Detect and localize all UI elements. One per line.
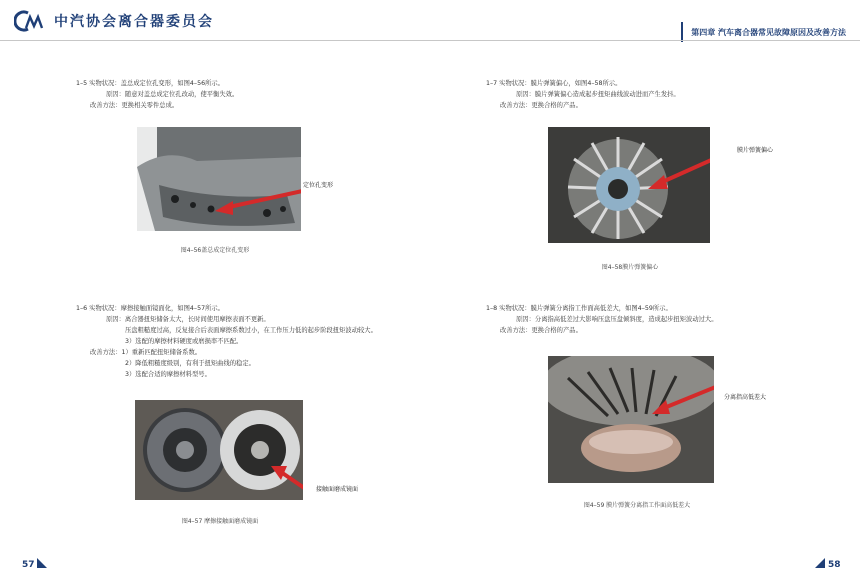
text-line: 原因：随意对盖总成定位孔改动，使平衡失效。	[106, 91, 239, 98]
text-line: 1–6 实物状况：摩擦接触面镜面化，如图4–57所示。	[76, 305, 224, 312]
org-name: 中汽协会离合器委员会	[54, 14, 214, 30]
photo-friction-surface	[135, 400, 303, 500]
text-line: 3）选配的摩擦材料硬度或磨损率不匹配。	[125, 338, 243, 345]
annotation-1-8: 分离指高低差大	[724, 394, 767, 401]
caption-4-58: 图4–58膜片弹簧偏心	[601, 264, 659, 271]
text-line: 原因：离合器扭矩储备太大，长时间使用摩擦表面不更新。	[106, 316, 270, 323]
logo-icon	[14, 10, 48, 32]
caption-4-57: 图4–57 摩擦接触面磨成镜面	[181, 518, 259, 525]
header-divider	[0, 40, 860, 41]
caption-4-59: 图4–59 膜片弹簧分离指工作面高低差大	[583, 502, 691, 509]
caption-4-56: 图4–56盖总成定位孔变形	[180, 247, 250, 254]
text-line: 原因：分离指高低差过大影响压盘压盘倾斜度，造成起步扭矩波动过大。	[516, 316, 718, 323]
text-line: 改善方法：更换合格的产品。	[500, 102, 582, 109]
text-line: 压盘粗糙度过高，反复接合后表面摩擦系数过小，在工作压力低的起步阶段扭矩波动较大。	[125, 327, 377, 334]
photo-release-fingers	[548, 356, 714, 483]
photo-diaphragm-spring	[548, 127, 710, 243]
annotation-1-7: 膜片弹簧偏心	[737, 147, 774, 154]
corner-triangle-left-icon	[37, 558, 47, 568]
org-logo	[14, 10, 214, 32]
text-line: 1–8 实物状况：膜片弹簧分离指工作面高低差大，如图4–59所示。	[486, 305, 672, 312]
chapter-title: 第四章 汽车离合器常见故障原因及改善方法	[681, 22, 860, 42]
section-1-7-text	[486, 78, 680, 111]
text-line: 1–7 实物状况：膜片弹簧偏心，如图4–58所示。	[486, 80, 622, 87]
section-1-6-text	[76, 303, 377, 380]
page-number-left: 57	[22, 560, 35, 570]
annotation-1-6: 接触面磨成镜面	[316, 486, 359, 493]
corner-triangle-right-icon	[815, 558, 825, 568]
text-line: 3）选配合适的摩擦材料型号。	[125, 371, 211, 378]
section-1-8-text	[486, 303, 718, 336]
text-line: 原因：膜片弹簧偏心造成起步扭矩曲线波动进而产生发抖。	[516, 91, 680, 98]
annotation-1-5: 定位孔变形	[303, 182, 334, 189]
text-line: 改善方法：更换相关零件总成。	[90, 102, 179, 109]
photo-cover-assembly	[137, 127, 301, 231]
text-line: 1–5 实物状况：盖总成定位孔变形，如图4–56所示。	[76, 80, 224, 87]
page-number-right: 58	[828, 560, 841, 570]
section-1-5-text	[76, 78, 238, 111]
text-line: 改善方法：1）重新匹配扭矩储备系数。	[90, 349, 202, 356]
text-line: 改善方法：更换合格的产品。	[500, 327, 582, 334]
text-line: 2）降低粗糙度级别，有利于扭矩曲线的稳定。	[125, 360, 255, 367]
